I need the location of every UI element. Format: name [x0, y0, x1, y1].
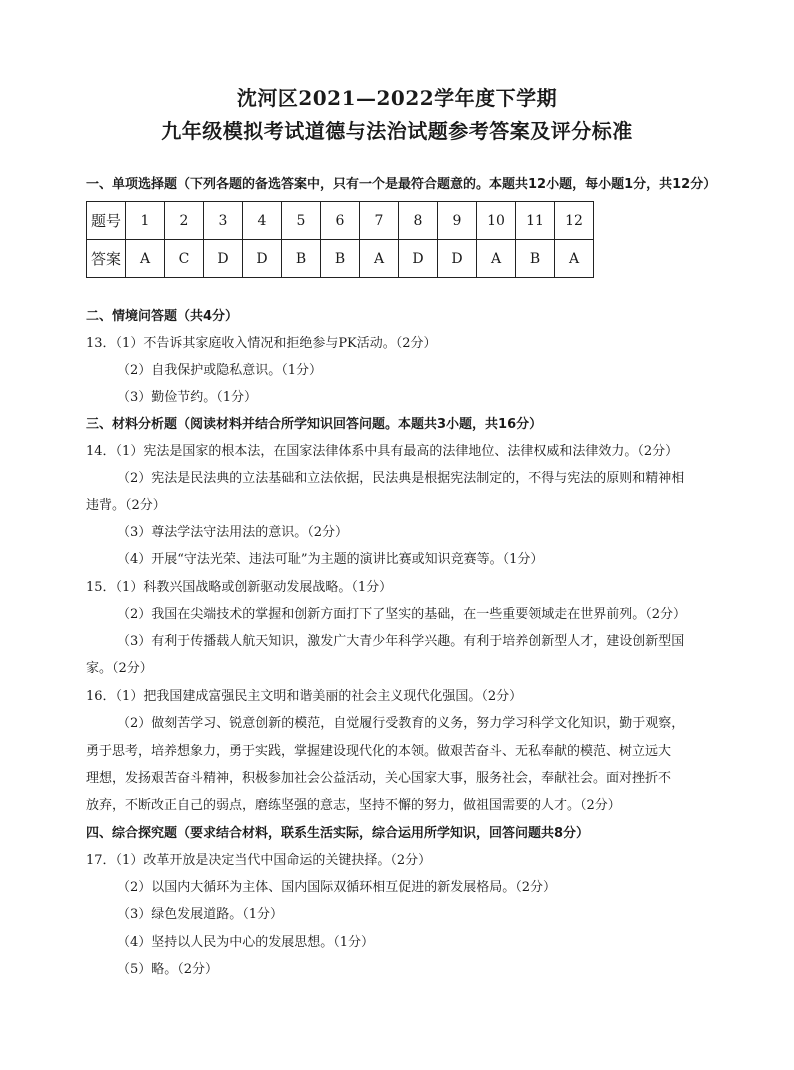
answer-line: （2）以国内大循环为主体、国内国际双循环相互促进的新发展格局。（2分） [117, 880, 557, 895]
answer-table [86, 201, 594, 278]
answer-line: （3）尊法学法守法用法的意识。（2分） [117, 525, 349, 540]
question-number: 8 [399, 202, 438, 240]
answer-line: 15．（1）科教兴国战略或创新驱动发展战略。（1分） [86, 580, 393, 595]
answer-cell: D [204, 240, 243, 278]
answer-line: （3）绿色发展道路。（1分） [117, 907, 284, 922]
answer-line: （4）开展“守法光荣、违法可耻”为主题的演讲比赛或知识竞赛等。（1分） [117, 552, 544, 567]
section-4-heading: 四、综合探究题（要求结合材料，联系生活实际，综合运用所学知识，回答问题共8分） [86, 826, 590, 841]
question-number: 9 [438, 202, 477, 240]
answer-line: （5）略。（2分） [117, 962, 219, 977]
answer-line: 17．（1）改革开放是决定当代中国命运的关键抉择。（2分） [86, 853, 432, 868]
section-2-heading: 二、情境问答题（共4分） [86, 309, 239, 324]
answer-cell: A [477, 240, 516, 278]
answer-line: 家。（2分） [86, 661, 153, 676]
answer-line: （4）坚持以人民为中心的发展思想。（1分） [117, 935, 375, 950]
answer-cell: A [555, 240, 594, 278]
answer-cell: D [438, 240, 477, 278]
answer-cell: B [321, 240, 360, 278]
question-number: 11 [516, 202, 555, 240]
table-row-answers [87, 240, 594, 278]
answer-line: 放弃，不断改正自己的弱点，磨练坚强的意志，坚持不懈的努力，做祖国需要的人才。（2分） [86, 798, 621, 813]
answer-cell: D [243, 240, 282, 278]
section-3-heading: 三、材料分析题（阅读材料并结合所学知识回答问题。本题共3小题，共16分） [86, 417, 543, 432]
answer-line: （2）宪法是民法典的立法基础和立法依据，民法典是根据宪法制定的，不得与宪法的原则和精神相 [117, 471, 685, 486]
question-number: 6 [321, 202, 360, 240]
answer-cell: B [516, 240, 555, 278]
answer-line: 13．（1）不告诉其家庭收入情况和拒绝参与PK活动。（2分） [86, 336, 437, 351]
question-number: 5 [282, 202, 321, 240]
answer-cell: D [399, 240, 438, 278]
question-number: 2 [165, 202, 204, 240]
question-number: 10 [477, 202, 516, 240]
question-number: 7 [360, 202, 399, 240]
row-label-answer: 答案 [87, 240, 126, 278]
answer-line: 14．（1）宪法是国家的根本法，在国家法律体系中具有最高的法律地位、法律权威和法律效力。（2分） [86, 444, 679, 459]
answer-line: （3）勤俭节约。（1分） [117, 390, 258, 405]
answer-line: 16．（1）把我国建成富强民主文明和谐美丽的社会主义现代化强国。（2分） [86, 689, 523, 704]
table-row-numbers [87, 202, 594, 240]
section-1-heading: 一、单项选择题（下列各题的备选答案中，只有一个是最符合题意的。本题共12小题，每小题1分，共12分） [86, 177, 717, 192]
answer-cell: A [360, 240, 399, 278]
answer-line: 理想，发扬艰苦奋斗精神，积极参加社会公益活动，关心国家大事，服务社会，奉献社会。面对挫折不 [86, 771, 672, 786]
answer-line: （2）自我保护或隐私意识。（1分） [117, 363, 323, 378]
answer-line: 违背。（2分） [86, 498, 166, 513]
answer-line: （2）我国在尖端技术的掌握和创新方面打下了坚实的基础，在一些重要领域走在世界前列。（2分） [117, 607, 687, 622]
document-subtitle: 九年级模拟考试道德与法治试题参考答案及评分标准 [161, 119, 633, 143]
answer-cell: B [282, 240, 321, 278]
answer-line: 勇于思考，培养想象力，勇于实践，掌握建设现代化的本领。做艰苦奋斗、无私奉献的模范、树立远大 [86, 744, 672, 759]
answer-line: （2）做刻苦学习、锐意创新的模范，自觉履行受教育的义务，努力学习科学文化知识，勤于观察， [117, 716, 685, 731]
question-number: 4 [243, 202, 282, 240]
row-label-number: 题号 [87, 202, 126, 240]
answer-cell: C [165, 240, 204, 278]
question-number: 3 [204, 202, 243, 240]
question-number: 1 [126, 202, 165, 240]
answer-line: （3）有利于传播载人航天知识，激发广大青少年科学兴趣。有利于培养创新型人才，建设创新型国 [117, 634, 685, 649]
question-number: 12 [555, 202, 594, 240]
document-title: 沈河区2021—2022学年度下学期 [236, 86, 558, 110]
answer-cell: A [126, 240, 165, 278]
